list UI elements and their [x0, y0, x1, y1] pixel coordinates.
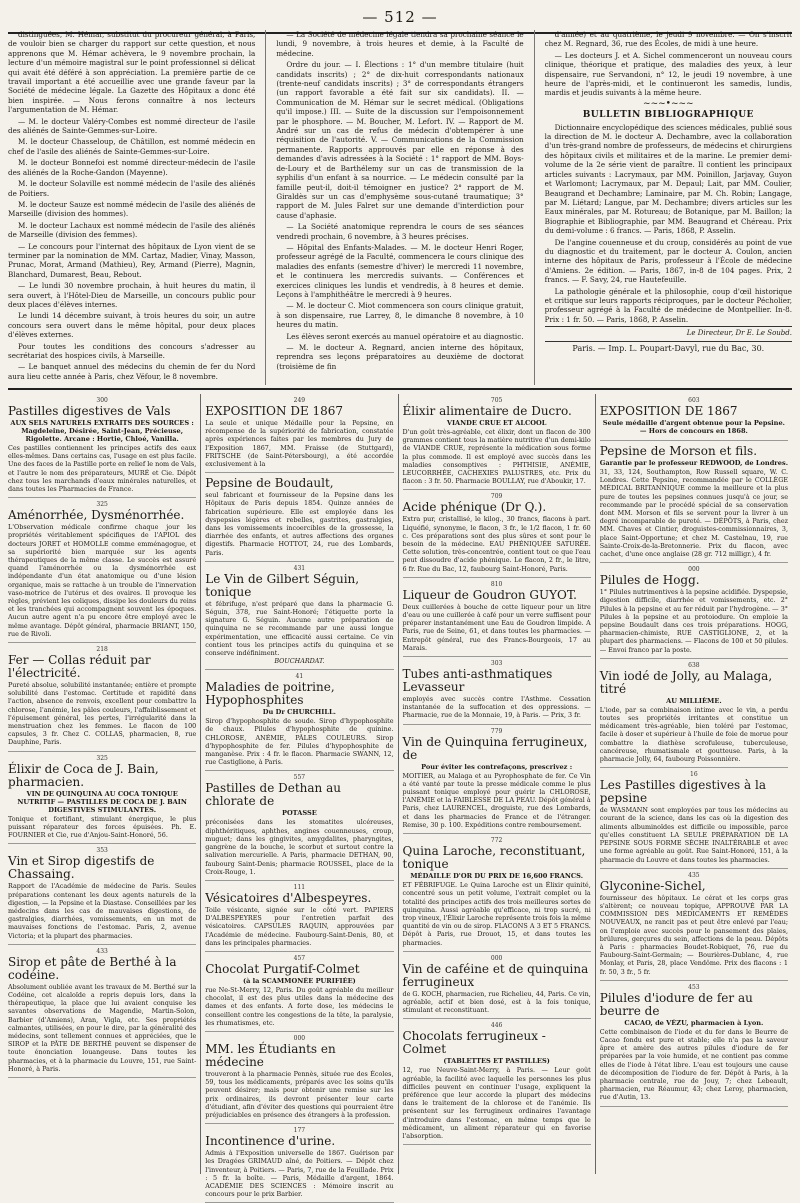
ad-body: La seule et unique Médaille pour la Pepsine, en récompense de la supériorité de fabrication, constatée après expériences faites par les membres du Jury de l'Exposition 1867, MM. Fraisse (de Stuttgard), FRITSCHE (de Saint-Pétersbourg), a été accordée exclusivement à la [205, 419, 394, 469]
ad-subtitle: Garantie par le professeur REDWOOD, de Londres. [599, 459, 788, 467]
ad-title: Glyconine-Sichel, [599, 878, 706, 893]
advertisement [205, 771, 393, 880]
paragraph: M. le docteur Solaville est nommé médecin de l'asile des aliénés de Poitiers. [8, 179, 256, 198]
ad-body: ET FÉBRIFUGE. Le Quina Laroche est un Élixir quinité, concentré sous un petit volume, l'extrait complet ou la totalité des principes actifs des trois meilleures sortes de quinquina. Aussi agréable qu'efficace, ni trop sucré, ni trop vineux, l'Élixir Laroche représente trois fois la même quantité de vin ou de sirop. FLACONS A 3 ET 5 FRANCS. Dépôt à Paris, rue Drouot, 15, et dans toutes les pharmacies. [402, 881, 591, 947]
ad-number: 353 [96, 847, 108, 855]
ad-body: Deux cuillerées à bouche de cette liqueur pour un litre d'eau ou une cuillerée à café pour un verre suffisent pour préparer instantanément une Eau de Goudron limpide. A Paris, rue de Seine, 61, et dans toutes les pharmacies. — Entrepôt général, rue des Francs-Bourgeois, 17 au Marais. [402, 602, 591, 652]
advertisement [403, 834, 591, 952]
paragraph: — Le lundi 30 novembre prochain, à huit heures du matin, il sera ouvert, à l'Hôtel-Dieu de Marseille, un concours public pour deux places d'élèves internes. [8, 281, 256, 309]
advertisement [8, 844, 196, 944]
ad-number: 638 [688, 661, 700, 669]
ad-subtitle: VIANDE CRUE ET ALCOOL [446, 419, 547, 427]
advertisement [8, 752, 196, 845]
ads-column-1 [8, 394, 201, 1174]
paragraph: distinguées, M. Hémar, substitut du procureur général, à Paris, de vouloir bien se charger du rapport sur cette question, et nous apprenons que M. Hémar achèvera, le 9 novembre prochain, la lecture d'un mémoire magistral sur le point professionnel si délicat qui avait été déféré à son appréciation. La première partie de ce travail important a été accueillie avec une grande faveur par la Société de médecine légale. La Gazette des Hôpitaux a donc été bien inspirée. — Nous ferons connaître à nos lecteurs l'argumentation de M. Hémar. [8, 30, 256, 115]
ad-title: Acide phénique (Dr Q.). [402, 500, 547, 515]
paragraph: Pour toutes les conditions des concours s'adresser au secrétariat des hospices civils, à Marseille. [8, 341, 256, 360]
ad-title: Pastilles digestives de Vals [8, 404, 171, 418]
ad-body: Sirop d'hypophosphite de soude. Sirop d'hypophosphite de chaux. Pilules d'hypophosphite de quinine. CHLOROSE, ANÉMIE, PÂLES COULEURS. Sirop d'hypophosphite de fer. Pilules d'hypophosphite de manganèse. Prix : 4 fr. le flacon. Pharmacie SWANN, 12, rue Castiglione, à Paris. [205, 717, 394, 767]
ad-title: MM. les Étudiants en médecine [205, 1041, 336, 1069]
paragraph: — Le banquet annuel des médecins du chemin de fer du Nord aura lieu cette année à Paris, chez Véfour, le 8 novembre. [8, 362, 256, 381]
ad-body: Extra pur, cristallisé, le kilog., 30 francs, flacons à part. Liquéfié, synonyme, le flacon, 3 fr., le 1/2 flacon, 1 fr. 60 c. Ces préparations sont des plus sûres et sont pour le besoin de la médecine. EAU PHÉNIQUÉE SATURÉE. Cette solution, très-concentrée, contient tout ce que l'eau peut dissoudre d'acide phénique. Le flacon, 2 fr., le litre, 6 fr. Rue du Bac, 12, faubourg Saint-Honoré, Paris. [402, 515, 591, 573]
paragraph: M. le docteur Sauze est nommé médecin de l'asile des aliénés de Marseille (division des hommes). [8, 199, 256, 219]
paragraph: Le lundi 14 décembre suivant, à trois heures du soir, un autre concours sera ouvert dans le même hôpital, pour deux places d'élèves externes. [8, 311, 256, 340]
ad-title: Élixir de Coca de J. Bain, pharmacien. [8, 761, 159, 789]
ad-number: 433 [96, 947, 108, 955]
advertisement [8, 498, 196, 643]
advertisement [205, 952, 393, 1032]
ad-number: 300 [96, 397, 108, 404]
advertisement [205, 394, 393, 473]
printer-line: Paris. — Imp. L. Poupart-Davyl, rue du Bac, 30. [545, 341, 792, 353]
ad-body: MOITIER, au Malaga et au Pyrophosphate de fer. Ce Vin a été vanté par toute la presse médicale comme le plus puissant tonique employé pour guérir la CHLOROSE, l'ANÉMIE et la FAIBLESSE DE LA PEAU. Dépôt général à Paris, chez LAURENCEL, droguiste, rue des Lombards, et dans les pharmacies de France et de l'étranger. Remise, 30 p. 100. Expéditions contre remboursement. [402, 771, 591, 829]
ad-title: Chocolats ferrugineux - Colmet [402, 1029, 546, 1057]
ad-body: 31, 33, 124, Southampton, Row Russell square, W. C. Londres. Cette Pepsine, recommandée par le COLLÈGE MÉDICAL BRITANNIQUE comme la meilleure et la plus pure de toutes les pepsines connues jusqu'à ce jour, se recommande par le procédé spécial de sa conservation dont MM. Morson et fils se servent pour la livrer à un degré incomparable de pureté. — DÉPÔTS, à Paris, chez MM. Chaves et Cintier, droguistes-commissionnaires, 3, place Saint-Opportune; et chez M. Castelnau, 19, rue Sainte-Croix-de-la-Bretonnerie. Prix du flacon, avec cachet, d'une once anglaise (28 gr. 712 milligr.), 4 fr. [599, 468, 788, 559]
advertisement [205, 1032, 393, 1124]
ad-body: Pureté absolue, solubilité instantanée; entière et prompte solubilité dans l'estomac. Certitude et rapidité dans l'action, absence de renvois, excellent pour combattre la chlorose, l'anémie, les pâles couleurs, l'affaiblissement et l'épuisement général, les pertes, l'irrégularité dans la menstruation chez les femmes. Le flacon de 100 capsules, 3 fr. Chez C. COLLAS, pharmacien, 8, rue Dauphine, Paris. [8, 681, 197, 747]
advertisement [205, 473, 393, 562]
ad-title: Liqueur de Goudron GUYOT. [402, 587, 577, 602]
ad-subtitle: CACAO, de VÉZU, pharmacien à Lyon. [624, 1018, 764, 1027]
paragraph: M. le docteur Chasseloup, de Châtillon, est nommé médecin en chef de l'asile des aliénés de Sainte-Gemmes-sur-Loire. [8, 137, 256, 156]
ads-rule [8, 388, 792, 390]
advertisement [8, 945, 196, 1078]
advertisement [8, 643, 196, 752]
ad-body: L'iode, par sa combinaison intime avec le vin, a perdu toutes ses propriétés irritantes et constitue un médicament très-agréable, bien toléré par l'estomac, facile à doser et supérieur à l'huile de foie de morue pour combattre la diathèse scrofuleuse, tuberculeuse, cancéreuse, rhumatismale et goutteuse. Paris, à la pharmacie Jolly, 64, faubourg Poissonnière. [599, 705, 788, 764]
ad-body: fournisseur des hôpitaux. Le cérat et les corps gras s'altèrent; ce nouveau topique, APPROUVÉ PAR LA COMMISSION DES MÉDICAMENTS ET REMÈDES NOUVEAUX, ne rancit pas et peut être enlevé par l'eau; on l'emploie avec succès pour le pansement des plaies, brûlures, gerçures du sein, affections de la peau. Dépôts à Paris : pharmacies Boudet-Robiquet, 76, rue du Faubourg-Saint-Germain; — Bourières-Dublanc, 4, rue Monlay, et Paris, 28, place Vendôme. Prix des flacons : 1 fr. 50, 3 fr., 5 fr. [599, 893, 788, 976]
paragraph: — M. le docteur C. Miot commencera son cours clinique gratuit, à son dispensaire, rue Larrey, 8, le dimanche 8 novembre, à 10 heures du matin. [276, 301, 524, 330]
paragraph: — M. le docteur Valéry-Combes est nommé directeur de l'asile des aliénés de Sainte-Gemmes-sur-Loire. [8, 116, 256, 136]
paragraph: De l'angine couenneuse et du croup, considérés au point de vue du diagnostic et du traitement, par le docteur A. Coulon, ancien interne des hôpitaux de Paris, professeur à l'École de médecine d'Amiens. 2e édition. — Paris, 1867, in-8 de 104 pages. Prix, 2 francs. — F. Savy, 24, rue Hautefeuille. [544, 237, 792, 285]
advertisement [205, 1124, 393, 1203]
ad-title: Quina Laroche, reconstituant, tonique [402, 844, 586, 872]
ad-title: Vésicatoires d'Albespeyres. [205, 890, 372, 905]
ad-subtitle: POTASSE [281, 809, 317, 818]
advertisement [600, 563, 788, 659]
ad-title: Tubes anti-asthmatiques Levasseur [402, 667, 553, 695]
paragraph: — Les docteurs J. et A. Sichel commenceront un nouveau cours clinique, théorique et pratique, des maladies des yeux, à leur dispensaire, rue Servandoni, n° 12, le jeudi 19 novembre, à une heure de l'après-midi, et le continueront les samedis, lundis, mardis et jeudis suivants à la même heure. [544, 50, 792, 98]
ad-subtitle: AU MILLIÈME. [666, 696, 722, 705]
ad-signature: BOUCHARDAT. [274, 657, 325, 666]
ad-number: 557 [293, 774, 306, 782]
paragraph: d'année) et au quatrième, le jeudi 9 novembre. — On s'inscrit chez M. Regnard, 36, rue des Écoles, de midi à une heure. [544, 30, 792, 49]
ad-number: 810 [490, 580, 503, 588]
ad-body: Rapport de l'Académie de médecine de Paris. Seules préparations contenant les deux agents naturels de la digestion, — la Pepsine et la Diastase. Conseillées par les médecins dans les cas de mauvaises digestions, de gastralgies, diarrhées, vomissements, en un mot de mauvaises fonctions de l'estomac. Paris, 2, avenue Victoria; et la plupart des pharmacies. [8, 882, 197, 940]
bulletin-title: BULLETIN BIBLIOGRAPHIQUE [582, 110, 754, 121]
ad-subtitle: (à la SCAMMONÉE PURIFIÉE) [242, 976, 356, 985]
ad-subtitle: Seule médaille d'argent obtenue pour la Pepsine. — Hors de concours en 1868. [602, 419, 785, 435]
ad-number: 16 [690, 771, 698, 779]
paragraph: — M. le docteur A. Regnard, ancien interne des hôpitaux, reprendra ses leçons préparatoires au deuxième de doctorat (troisième de fin [276, 343, 524, 371]
ad-number: 303 [490, 660, 503, 668]
ad-title: Pastilles de Dethan au chlorate de [205, 781, 341, 809]
paragraph: — Hôpital des Enfants-Malades. — M. le docteur Henri Roger, professeur agrégé de la Faculté, commencera le cours clinique des maladies des enfants (semestre d'hiver) le mercredi 11 novembre, et le continuera les mercredis suivants. — Conférences et exercices cliniques les lundis et vendredis, à 8 heures et demie. Leçons à l'amphithéâtre le mercredi à 9 heures. [276, 242, 524, 299]
advertisement [403, 725, 591, 834]
ad-number: 705 [490, 397, 503, 404]
ad-title: Sirop et pâte de Berthé à la codéine. [8, 954, 177, 982]
advertisement [205, 881, 393, 952]
ad-title: Vin et Sirop digestifs de Chassaing. [8, 854, 155, 882]
advertisement [600, 768, 788, 868]
column-divider [534, 30, 535, 385]
ad-body: de WASMANN sont employées par tous les médecins au courant de la science, dans les cas où la digestion des aliments albuminoïdes est difficile ou impossible, parce qu'elles constituent LA SEULE PRÉPARATION DE LA PEPSINE SOUS FORME SÈCHE INALTÉRABLE et avec une forme agréable au goût. Rue Saint-Honoré, 151, à la pharmacie du Louvre et dans toutes les pharmacies. [599, 806, 788, 864]
advertisement [600, 981, 788, 1107]
ad-body: de G. KOCH, pharmacien, rue Richelieu, 44, Paris. Ce vin, agréable, actif et bien dosé, est à la fois tonique, stimulant et reconstituant. [402, 989, 591, 1015]
ad-number: 709 [490, 493, 503, 501]
editorial-section [8, 30, 792, 385]
ad-title: Élixir alimentaire de Ducro. [402, 404, 572, 418]
ad-title: Vin iodé de Jolly, au Malaga, titré [599, 668, 773, 696]
ad-body: préconisées dans les stomatites ulcéreuses, diphthéritiques, aphthes, angines couenneuses, croup, muguet; dans les gingivites, amygdalites, pharyngites, gangrène de la bouche, le scorbut et surtout contre la salivation mercurielle. A Paris, pharmacie DETHAN, 90, faubourg Saint-Denis; pharmacie ROUSSEL, place de la Croix-Rouge, 1. [205, 818, 394, 876]
paragraph: — Le concours pour l'internat des hôpitaux de Lyon vient de se terminer par la nomination de MM. Cartaz, Madier, Vinay, Masson, Prunac, Morat, Armand (Mathieu), Rey, Armand (Pierre), Magnin, Blanchard, Dumarest, Beau, Rebout. [8, 241, 256, 279]
ad-body: Toile vésicante, signée sur le côté vert. PAPIERS D'ALBESPEYRES pour l'entretien parfait des vésicatoires. CAPSULES RAQUIN, approuvées par l'Académie de médecine. Faubourg-Saint-Denis, 80, et dans les principales pharmacies. [205, 905, 394, 947]
ad-body: Admis à l'Exposition universelle de 1867. Guérison par les Dragées GRIMAUD aîné, de Poitiers. — Dépôt chez l'inventeur, à Poitiers. — Paris, 7, rue de la Feuillade. Prix : 5 fr. la boîte. — Paris, Médaille d'argent, 1864. ACADÉMIE DES SCIENCES : Mémoire inscrit au concours pour le prix Barbier. [205, 1149, 394, 1199]
ad-body: 12, rue Neuve-Saint-Merry, à Paris. — Leur goût agréable, la facilité avec laquelle les personnes les plus difficiles peuvent en continuer l'usage, expliquent la préférence que leur accorde la plupart des médecins dans le traitement de la chlorose et de l'anémie. Ils présentent sur les ferrugineux ordinaires l'avantage d'introduire dans l'estomac, en même temps que le médicament, un aliment réparateur qui en favorise l'absorption. [402, 1066, 591, 1140]
ad-title: Maladies de poitrine, Hypophosphites [205, 680, 335, 708]
advertisement [403, 394, 591, 490]
ads-column-3 [403, 394, 596, 1174]
ad-number: 249 [293, 397, 306, 404]
ad-title: Chocolat Purgatif-Colmet [205, 961, 360, 976]
ad-number: 603 [688, 397, 700, 404]
ad-body: et fébrifuge, n'est préparé que dans la pharmacie G. Séguin, 378, rue Saint-Honoré; l'étiquette porte la signature G. Séguin. Aucune autre préparation de quinquina ne se recommande par une aussi longue expérimentation, une efficacité aussi certaine. Ce vin contient tous les principes actifs du quinquina et se conserve indéfiniment. [205, 599, 394, 658]
ad-subtitle: VIN DE QUINQUINA AU COCA TONIQUE NUTRITIF — PASTILLES DE COCA DE J. BAIN DIGESTIVES STIMULANTES. [17, 789, 187, 814]
ad-body: trouveront à la pharmacie Pennès, située rue des Écoles, 59, tous les médicaments, préparés avec les soins qu'ils peuvent désirer; mais pour obtenir une remise sur les prix ordinaires, ils devront présenter leur carte d'étudiant, afin d'éviter des questions qui pourraient être préjudiciables en présence des étrangers à la profession. [205, 1069, 394, 1119]
ad-body: employés avec succès contre l'Asthme. Cessation instantanée de la suffocation et des oppressions. — Pharmacie, rue de la Monnaie, 19, à Paris. — Prix, 3 fr. [402, 695, 591, 720]
ad-number: 111 [293, 883, 306, 891]
ad-number: 453 [688, 983, 700, 991]
ad-body: Absolument oubliée avant les travaux de M. Berthé sur la Codéine, cet alcaloïde a repris depuis lors, dans la thérapeutique, la place que lui avaient conquise les savantes observations de Magendie, Martin-Solon, Barbier (d'Amiens), Aran, Vigla, etc. Ses propriétés calmantes, utilisées, en pour le dire, par la généralité des médecins, sont tellement connues et appréciées, que le SIROP et la PÂTE DE BERTHÉ peuvent se dispenser de toute énonciation louangeuse. Dans toutes les pharmacies, et à la pharmacie du Louvre, 151, rue Saint-Honoré, à Paris. [8, 982, 197, 1073]
ad-subtitle: MÉDAILLE D'OR DU PRIX DE 16,600 FRANCS. [410, 872, 583, 881]
ad-body: Tonique et fortifiant, stimulant énergique, le plus puissant réparateur des forces épuisées. Ph. E. FOURNIER et Cie, rue d'Anjou-Saint-Honoré, 56. [8, 814, 197, 840]
paragraph: Ordre du jour. — I. Élections : 1° d'un membre titulaire (huit candidats inscrits) ; 2° de dix-huit correspondants nationaux (trente-neuf candidats inscrits) ; 3° de correspondants étrangers (un rapport favorable a été fait sur six candidats). II. — Communication de M. Hémar sur le secret médical. (Obligations qu'il impose.) III. — Suite de la discussion sur l'empoisonnement par le phosphore. — M. Boucher, M. Lefort. IV. — Rapport de M. André sur un cas de refus de médecin d'obtempérer à une réquisition de l'autorité. V. — Communications de la Commission permanente. Rapports approuvés par elle en réponse à des demandes d'avis adressées à la Société : 1° rapport de MM. Boys-de-Loury et de Barthélemy sur un cas de transmission de la syphilis d'un enfant à sa nourrice. — Le médecin consulté par la famille peut-il, doit-il témoigner en justice? 2° rapport de M. Giraldès sur un cas d'emphysème sous-cutané traumatique; 3° rapport de M. Jules Falret sur une demande d'interdiction pour cause d'aphasie. [276, 60, 524, 220]
ad-number: 431 [293, 564, 306, 572]
ad-number: 772 [490, 837, 503, 845]
ads-column-2 [205, 394, 398, 1199]
ad-body: Cette combinaison de l'iode et du fer dans le Beurre de Cacao fondu est pure et stable; elle n'a pas la saveur âpre et amère des autres pilules d'iodure de fer préparées par la voie humide, et ne contient pas comme elles de l'iode à l'état libre. L'eau est toujours une cause de décomposition de l'iodure de fer. Dépôt à Paris, à la pharmacie centrale, rue de Jouy, 7; chez Lebeault, pharmacien, rue Réaumur, 43; chez Leroy, pharmacien, rue d'Autin, 13. [599, 1027, 788, 1102]
advertisement [403, 952, 591, 1020]
advertisement [205, 670, 393, 771]
ad-title: EXPOSITION DE 1867 [205, 404, 344, 418]
advertisements-section [8, 394, 792, 1199]
ad-number: 177 [293, 1127, 306, 1135]
ad-title: Vin de Quinquina ferrugineux, de [402, 734, 588, 762]
editorial-column-1 [8, 30, 255, 385]
ad-number: 446 [490, 1022, 503, 1030]
ad-body: 1° Pilules nutrimentives à la pepsine acidifiée. Dyspepsie, digestion difficile, diarrhée et vomissements, etc. 2° Pilules à la pepsine et au fer réduit par l'hydrogène. — 3° Pilules à la pepsine et au protoiodure. On emploie la pepsine Boudault dans ces trois préparations. HOGG, pharmacien-chimiste, RUE CASTIGLIONE, 2, et la plupart des pharmaciens. — Flacons de 100 et 50 pilules. — Envoi franco par la poste. [599, 588, 788, 654]
ads-column-4 [600, 394, 792, 1174]
ad-number: 41 [295, 673, 304, 681]
advertisement [403, 657, 591, 725]
column-divider [265, 30, 266, 385]
paragraph: — La Société anatomique reprendra le cours de ses séances vendredi prochain, 6 novembre, à 3 heures précises. [276, 222, 524, 241]
ad-number: 435 [688, 871, 700, 879]
ad-title: Incontinence d'urine. [205, 1134, 336, 1149]
ad-number: 218 [96, 646, 108, 654]
ad-number: 000 [293, 1034, 306, 1042]
ad-body: L'Observation médicale confirme chaque jour les propriétés véritablement spécifiques de l'APIOL des docteurs JORET et HOMOLLE comme emménagogue, et sa supériorité bien marquée sur les agents thérapeutiques de la même classe. Le succès est assuré quand l'aménorrhée ou la dysménorrhée est indépendante d'un état anatomique ou d'une lésion organique, mais se rattache à un trouble de l'innervation vaso-motrice de l'utérus et des ovaires. Il provoque les règles, prévient les coliques, dissipe les douleurs du reins et les tranchées qui accompagnent souvent les époques. Aucun autre agent n'a pu encore être employé avec le même avantage. Dépôt général, pharmacie BRIANT, 150, rue de Rivoli. [8, 523, 197, 638]
advertisement [403, 578, 591, 657]
ad-title: Pepsine de Boudault, [205, 476, 334, 491]
ad-title: Les Pastilles digestives à la pepsine [599, 778, 766, 806]
paragraph: Dictionnaire encyclopédique des sciences médicales, publié sous la direction de M. le docteur A. Dechambre, avec la collaboration d'un très-grand nombre de professeurs, de médecins et chirurgiens des hôpitaux civils et militaires et de la marine. Le premier demi-volume de la 2e série vient de paraître. Il contient les principaux articles suivants : Lacrymaux, par MM. Poinillon, Jarjavay, Guyon et Warlomont; Lacrymaux, par M. Depaul; Lait, par MM. Coulier, Beaugrand et Dechambre; Laminaire, par M. Ch. Robin; Langage, par M. Liétard; Langue, par M. Dechambre; divers articles sur les Eaux minérales, par M. Rotureau; de Botanique, par M. Baillon; la Biographie et Bibliographie, par MM. Beaugrand et Chéreau. Prix du demi-volume : 6 francs. — Paris, 1868, P. Asselin. [544, 122, 792, 236]
ad-body: D'un goût très-agréable, cet élixir, dont un flacon de 300 grammes contient tous la matière nutritive d'un demi-kilo de VIANDE CRUE, représente la médication sous forme la plus commode. Il est employé avec succès dans les maladies consomptives : PHTHISIE, ANÉMIE, LEUCORRHÉE, CACHEXIES PALUSTRES, etc. Prix du flacon : 3 fr. 50. Pharmacie BOULLAY, rue d'Aboukir, 17. [402, 428, 591, 486]
advertisement [600, 659, 788, 768]
advertisement [403, 490, 591, 577]
editorial-column-3 [545, 30, 792, 385]
ad-subtitle: (TABLETTES ET PASTILLES) [443, 1057, 550, 1066]
advertisement [8, 394, 196, 498]
director-signature: Le Directeur, Dr E. Le Soubd. [545, 326, 792, 338]
ad-body: rue Ne-St-Merry, 12, Paris. Du goût agréable du meilleur chocolat, il est des plus utiles dans la médecine des dames et des enfants. A forte dose, les médecins le conseillent contre les congestions de la tête, la paralysie, les rhumatismes, etc. [205, 985, 394, 1027]
editorial-column-2 [276, 30, 523, 385]
ad-title: Le Vin de Gilbert Séguin, tonique [205, 571, 360, 599]
ad-number: 457 [293, 954, 306, 962]
page-number: — 512 — [362, 8, 438, 26]
ad-number: 779 [490, 727, 503, 735]
ad-title: EXPOSITION DE 1867 [599, 404, 738, 418]
ad-body: seul fabricant et fournisseur de la Pepsine dans les Hôpitaux de Paris depuis 1854. Quinze années de fabrication supérieure. Elle est employée dans les dyspepsies légères et rebelles, gastrites, gastralgies, dans les vomissements incoercibles de la grossesse, la diarrhée des enfants, et autres affections des organes digestifs. Pharmacie HOTTOT, 24, rue des Lombards, Paris. [205, 491, 394, 557]
paragraph: M. le docteur Lachaux est nommé médecin de l'asile des aliénés de Marseille (division des femmes). [8, 220, 256, 240]
paragraph: Les élèves seront exercés au manuel opératoire et au diagnostic. [286, 331, 524, 341]
advertisement [205, 562, 393, 670]
advertisement [600, 441, 788, 563]
ad-number: 325 [96, 754, 108, 762]
paragraph: La pathologie générale et la philosophie, coup d'œil historique et critique sur leurs rapports réciproques, par le docteur Pécholier, professeur agrégé à la Faculté de médecine de Montpellier. In-8. Prix : 1 fr. 50. — Paris, 1868, P. Asselin. [544, 286, 792, 324]
ad-title: Pepsine de Morson et fils. [599, 444, 758, 458]
ad-title: Fer — Collas réduit par l'électricité. [8, 653, 151, 681]
ad-title: Pilules de Hogg. [599, 573, 700, 588]
ad-title: Pilules d'iodure de fer au beurre de [599, 990, 753, 1018]
advertisement [600, 394, 788, 441]
ad-subtitle: Du Dr CHURCHILL. [262, 708, 336, 717]
ad-number: 000 [490, 954, 503, 962]
ad-number: 325 [96, 501, 108, 509]
ad-title: Aménorrhée, Dysménorrhée. [8, 508, 185, 523]
paragraph: — La Société de médecine légale tiendra sa prochaine séance le lundi, 9 novembre, à trois heures et demie, à la Faculté de médecine. [276, 30, 524, 58]
ornament: ~~~•~~~ [643, 98, 694, 109]
ad-subtitle: AUX SELS NATURELS EXTRAITS DES SOURCES : Magdeleine, Désirée, Saint-Jean, Précieuse, Rigolette. Arcane : Hortie, Chloé, Vanilla. [10, 419, 194, 443]
advertisement [600, 869, 788, 981]
advertisement [403, 1019, 591, 1145]
ad-title: Vin de caféine et de quinquina ferrugineux [402, 961, 589, 989]
ad-subtitle: Pour éviter les contrefaçons, prescrivez : [421, 762, 573, 771]
ad-number: 000 [688, 566, 700, 574]
ad-body: Ces pastilles contiennent les principes actifs des eaux elles-mêmes. Dans certains cas, l'usage en est plus facile. Une des faces de la Pastille porte en relief le nom de Vals, et l'autre le nom des préparateurs, MURÉ et Cie. Dépôt chez tous les marchands d'eaux minérales naturelles, et dans toutes les Pharmacies de France. [8, 444, 197, 494]
paragraph: M. le docteur Bonnefoi est nommé directeur-médecin de l'asile des aliénés de la Roche-Gandon (Mayenne). [8, 158, 256, 177]
